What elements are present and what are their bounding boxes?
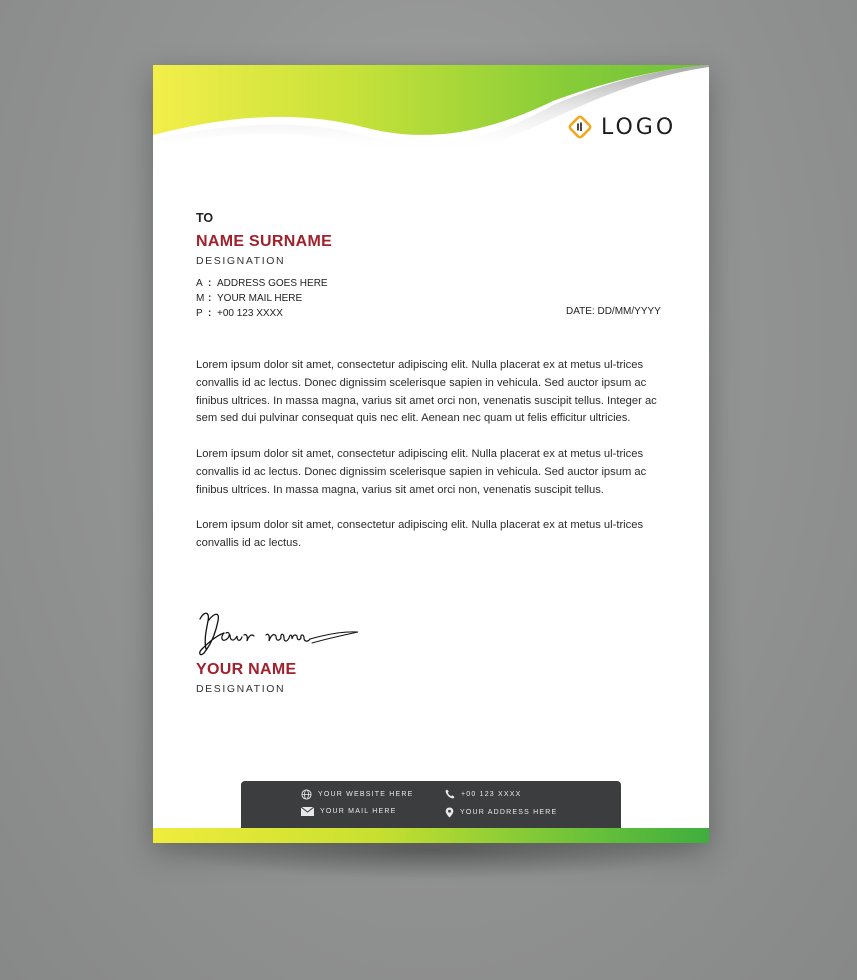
signature (194, 605, 364, 657)
contact-list (196, 276, 328, 321)
footer-address (445, 807, 557, 818)
body-paragraph: Lorem ipsum dolor sit amet, consectetur adipiscing elit. Nulla placerat ex at metus ul-trices convallis id ac lectus. Donec dignissim scelerisque sapien in vehicula. Sed auctor ipsum ac finibus ultrices. In massa magna, varius sit amet orci non, venenatis suscipit tellus. Integer ac sem sed dui pulvinar consequat quis nec elit. Aenean nec quam ut felis efficitur ultricies. (196, 359, 657, 425)
footer-phone-text: +00 123 XXXX (461, 790, 522, 798)
envelope-icon (301, 807, 314, 816)
recipient-name: NAME SURNAME (196, 233, 333, 250)
contact-separator: : (208, 308, 212, 319)
contact-address: ADDRESS GOES HERE (217, 278, 328, 289)
body-paragraph: Lorem ipsum dolor sit amet, consectetur adipiscing elit. Nulla placerat ex at metus ul-trices convallis id ac lectus. (196, 519, 644, 549)
footer-gradient-bar (153, 828, 709, 843)
footer-phone (445, 789, 522, 799)
date-line: DATE: DD/MM/YYYY (566, 306, 661, 317)
contact-row-phone (196, 306, 328, 321)
footer-mail (301, 807, 396, 816)
contact-row-mail (196, 291, 328, 306)
contact-key: M (196, 293, 205, 304)
location-pin-icon (445, 807, 454, 818)
sender-designation: DESIGNATION (196, 683, 286, 695)
phone-icon (445, 789, 455, 799)
contact-key: A (196, 278, 203, 289)
recipient-designation: DESIGNATION (196, 255, 286, 267)
contact-phone: +00 123 XXXX (217, 308, 283, 319)
logo (567, 113, 676, 141)
letter-body (196, 357, 666, 571)
contact-separator: : (208, 278, 212, 289)
footer-mail-text: YOUR MAIL HERE (320, 808, 397, 815)
to-label: TO (196, 211, 214, 225)
letterhead-sheet (153, 65, 709, 843)
contact-mail: YOUR MAIL HERE (217, 293, 303, 304)
footer-website (301, 789, 413, 800)
contact-row-address (196, 276, 328, 291)
sender-name: YOUR NAME (196, 661, 297, 678)
logo-diamond-icon (567, 114, 593, 140)
contact-key: P (196, 308, 203, 319)
globe-icon (301, 789, 312, 800)
footer-address-text: YOUR ADDRESS HERE (460, 809, 558, 816)
contact-separator: : (208, 293, 212, 304)
footer-website-text: YOUR WEBSITE HERE (318, 791, 414, 798)
logo-text: LOGO (601, 114, 677, 140)
body-paragraph: Lorem ipsum dolor sit amet, consectetur adipiscing elit. Nulla placerat ex at metus ul-trices convallis id ac lectus. Donec dignissim scelerisque sapien in vehicula. Sed auctor ipsum ac finibus ultrices. In massa magna, varius sit amet orci non, venenatis suscipit tellus. (196, 447, 647, 496)
footer-contact-box (241, 781, 621, 828)
